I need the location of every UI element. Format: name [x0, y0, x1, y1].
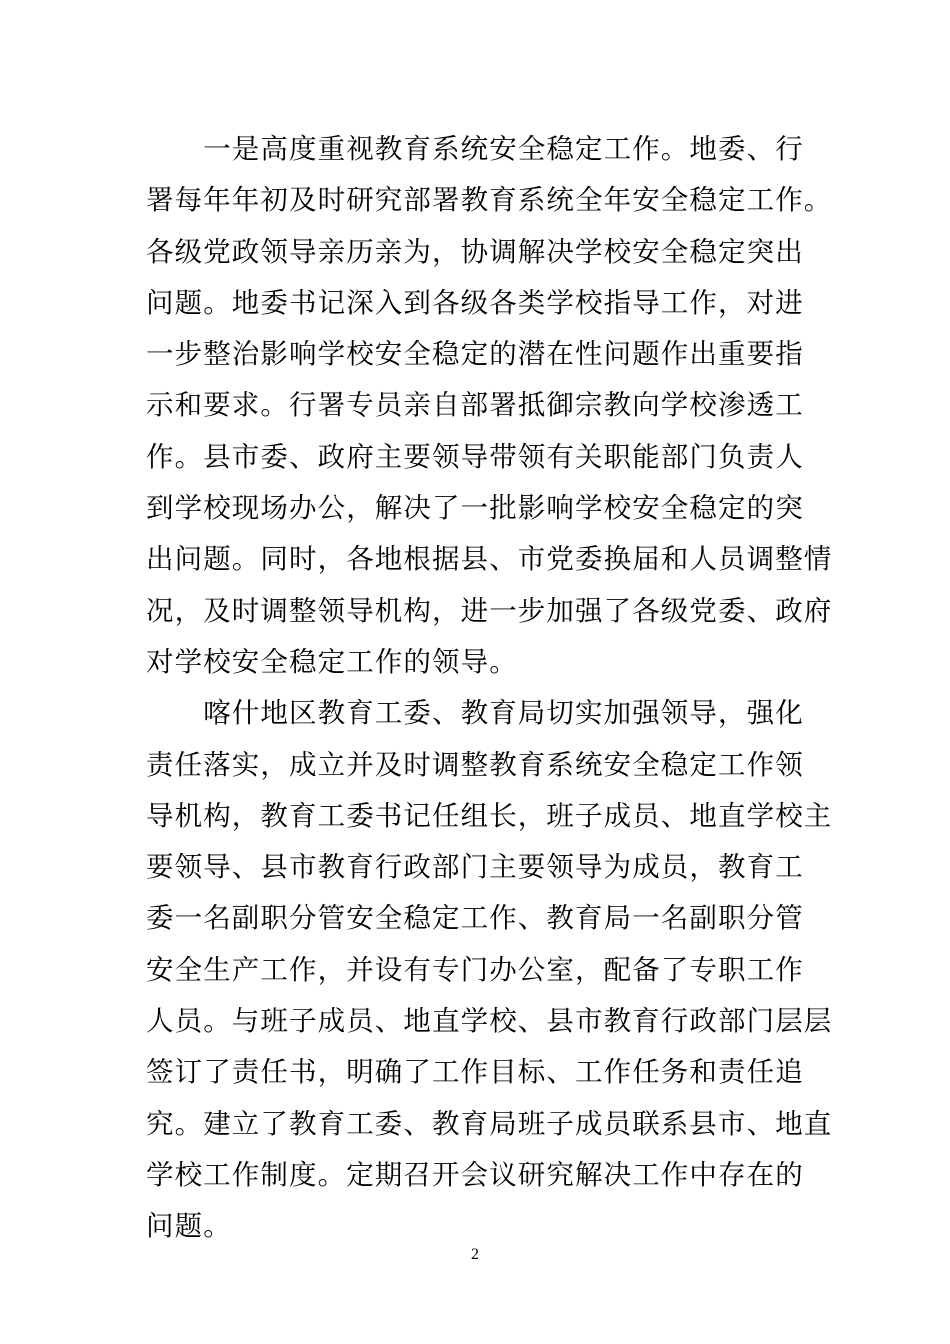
text-line: 签订了责任书，明确了工作目标、工作任务和责任追: [146, 1056, 804, 1089]
text-line: 问题。地委书记深入到各级各类学校指导工作，对进: [146, 286, 804, 319]
text-line: 示和要求。行署专员亲自部署抵御宗教向学校渗透工: [146, 389, 804, 422]
text-line: 一步整治影响学校安全稳定的潜在性问题作出重要指: [146, 338, 804, 371]
text-line: 况，及时调整领导机构，进一步加强了各级党委、政府: [146, 594, 833, 627]
text-line: 署每年年初及时研究部署教育系统全年安全稳定工作。: [146, 184, 833, 217]
text-line: 喀什地区教育工委、教育局切实加强领导，强化: [146, 697, 804, 730]
document-body: [146, 124, 833, 1253]
text-line: 究。建立了教育工委、教育局班子成员联系县市、地直: [146, 1107, 833, 1140]
text-line: 问题。: [146, 1210, 232, 1243]
paragraph-2: [146, 688, 833, 1252]
text-line: 对学校安全稳定工作的领导。: [146, 645, 518, 678]
text-line: 学校工作制度。定期召开会议研究解决工作中存在的: [146, 1158, 804, 1191]
text-line: 各级党政领导亲历亲为，协调解决学校安全稳定突出: [146, 235, 804, 268]
paragraph-1: [146, 124, 833, 688]
text-line: 到学校现场办公，解决了一批影响学校安全稳定的突: [146, 492, 804, 525]
text-line: 人员。与班子成员、地直学校、县市教育行政部门层层: [146, 1005, 833, 1038]
text-line: 安全生产工作，并设有专门办公室，配备了专职工作: [146, 953, 804, 986]
text-line: 出问题。同时，各地根据县、市党委换届和人员调整情: [146, 543, 833, 576]
text-line: 责任落实，成立并及时调整教育系统安全稳定工作领: [146, 748, 804, 781]
page-number: 2: [471, 1246, 479, 1263]
text-line: 一是高度重视教育系统安全稳定工作。地委、行: [146, 133, 804, 165]
text-line: 委一名副职分管安全稳定工作、教育局一名副职分管: [146, 902, 804, 935]
text-line: 作。县市委、政府主要领导带领有关职能部门负责人: [146, 440, 804, 473]
text-line: 要领导、县市教育行政部门主要领导为成员，教育工: [146, 851, 804, 884]
text-line: 导机构，教育工委书记任组长，班子成员、地直学校主: [146, 799, 833, 832]
